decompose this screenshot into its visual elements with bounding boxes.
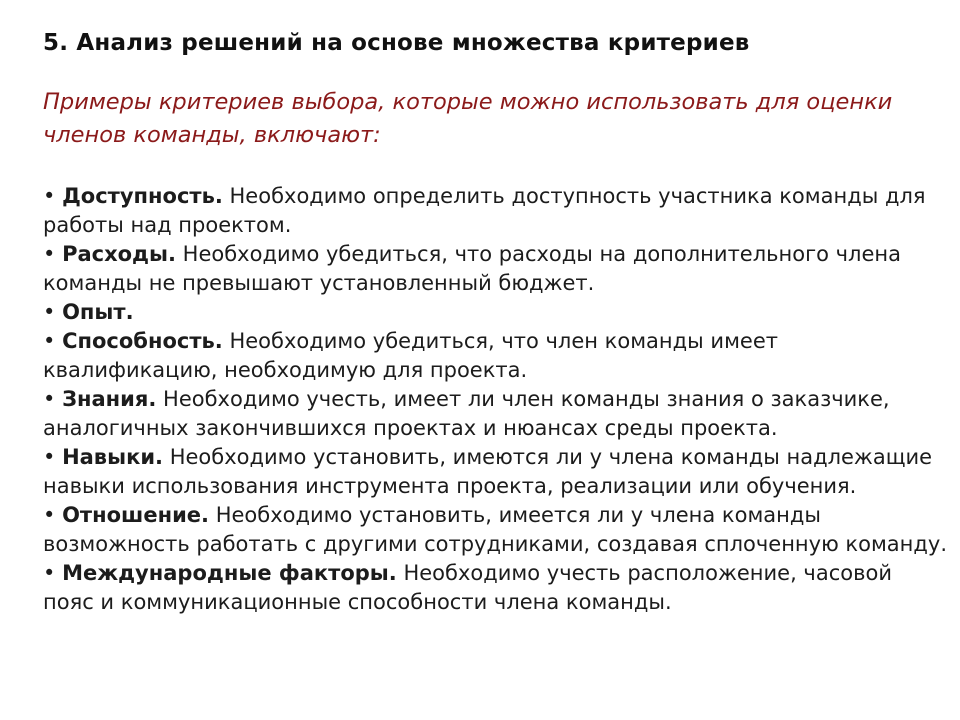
criterion-text: Необходимо установить, имеется ли у члена команды возможность работать с другими сотрудниками, создавая сплоченную команду. — [43, 503, 948, 556]
criterion-term: Расходы. — [62, 242, 176, 266]
criterion-term: Доступность. — [62, 184, 223, 208]
slide-subtitle: Примеры критериев выбора, которые можно использовать для оценки членов команды, включают: — [43, 89, 893, 148]
bullet-icon: • — [43, 387, 63, 411]
criterion-text: Необходимо определить доступность участника команды для работы над проектом. — [43, 184, 926, 237]
criterion-text: Необходимо учесть расположение, часовой пояс и коммуникационные способности члена команды. — [43, 561, 892, 614]
bullet-icon: • — [43, 561, 63, 585]
criterion-text: Необходимо убедиться, что расходы на дополнительного члена команды не превышают установленный бюджет. — [43, 242, 901, 295]
criterion-experience — [43, 298, 948, 327]
criterion-attitude — [43, 501, 948, 559]
criterion-international-factors — [43, 559, 948, 617]
criterion-costs — [43, 240, 948, 298]
criterion-ability — [43, 327, 948, 385]
criterion-term: Международные факторы. — [62, 561, 397, 585]
criterion-term: Отношение. — [62, 503, 210, 527]
criterion-term: Знания. — [62, 387, 157, 411]
criteria-list — [43, 182, 948, 617]
criterion-term: Способность. — [62, 329, 223, 353]
bullet-icon: • — [43, 184, 63, 208]
criterion-text: Необходимо убедиться, что член команды имеет квалификацию, необходимую для проекта. — [43, 329, 778, 382]
criterion-skills — [43, 443, 948, 501]
slide-title: 5. Анализ решений на основе множества критериев — [43, 30, 750, 56]
bullet-icon: • — [43, 445, 63, 469]
criterion-knowledge — [43, 385, 948, 443]
criterion-term: Опыт. — [62, 300, 134, 324]
bullet-icon: • — [43, 300, 63, 324]
criterion-text: Необходимо установить, имеются ли у члена команды надлежащие навыки использования инструмента проекта, реализации или обучения. — [43, 445, 933, 498]
criterion-term: Навыки. — [62, 445, 164, 469]
bullet-icon: • — [43, 242, 63, 266]
criterion-availability — [43, 182, 948, 240]
criterion-text: Необходимо учесть, имеет ли член команды знания о заказчике, аналогичных закончившихся проектах и нюансах среды проекта. — [43, 387, 890, 440]
bullet-icon: • — [43, 329, 63, 353]
bullet-icon: • — [43, 503, 63, 527]
